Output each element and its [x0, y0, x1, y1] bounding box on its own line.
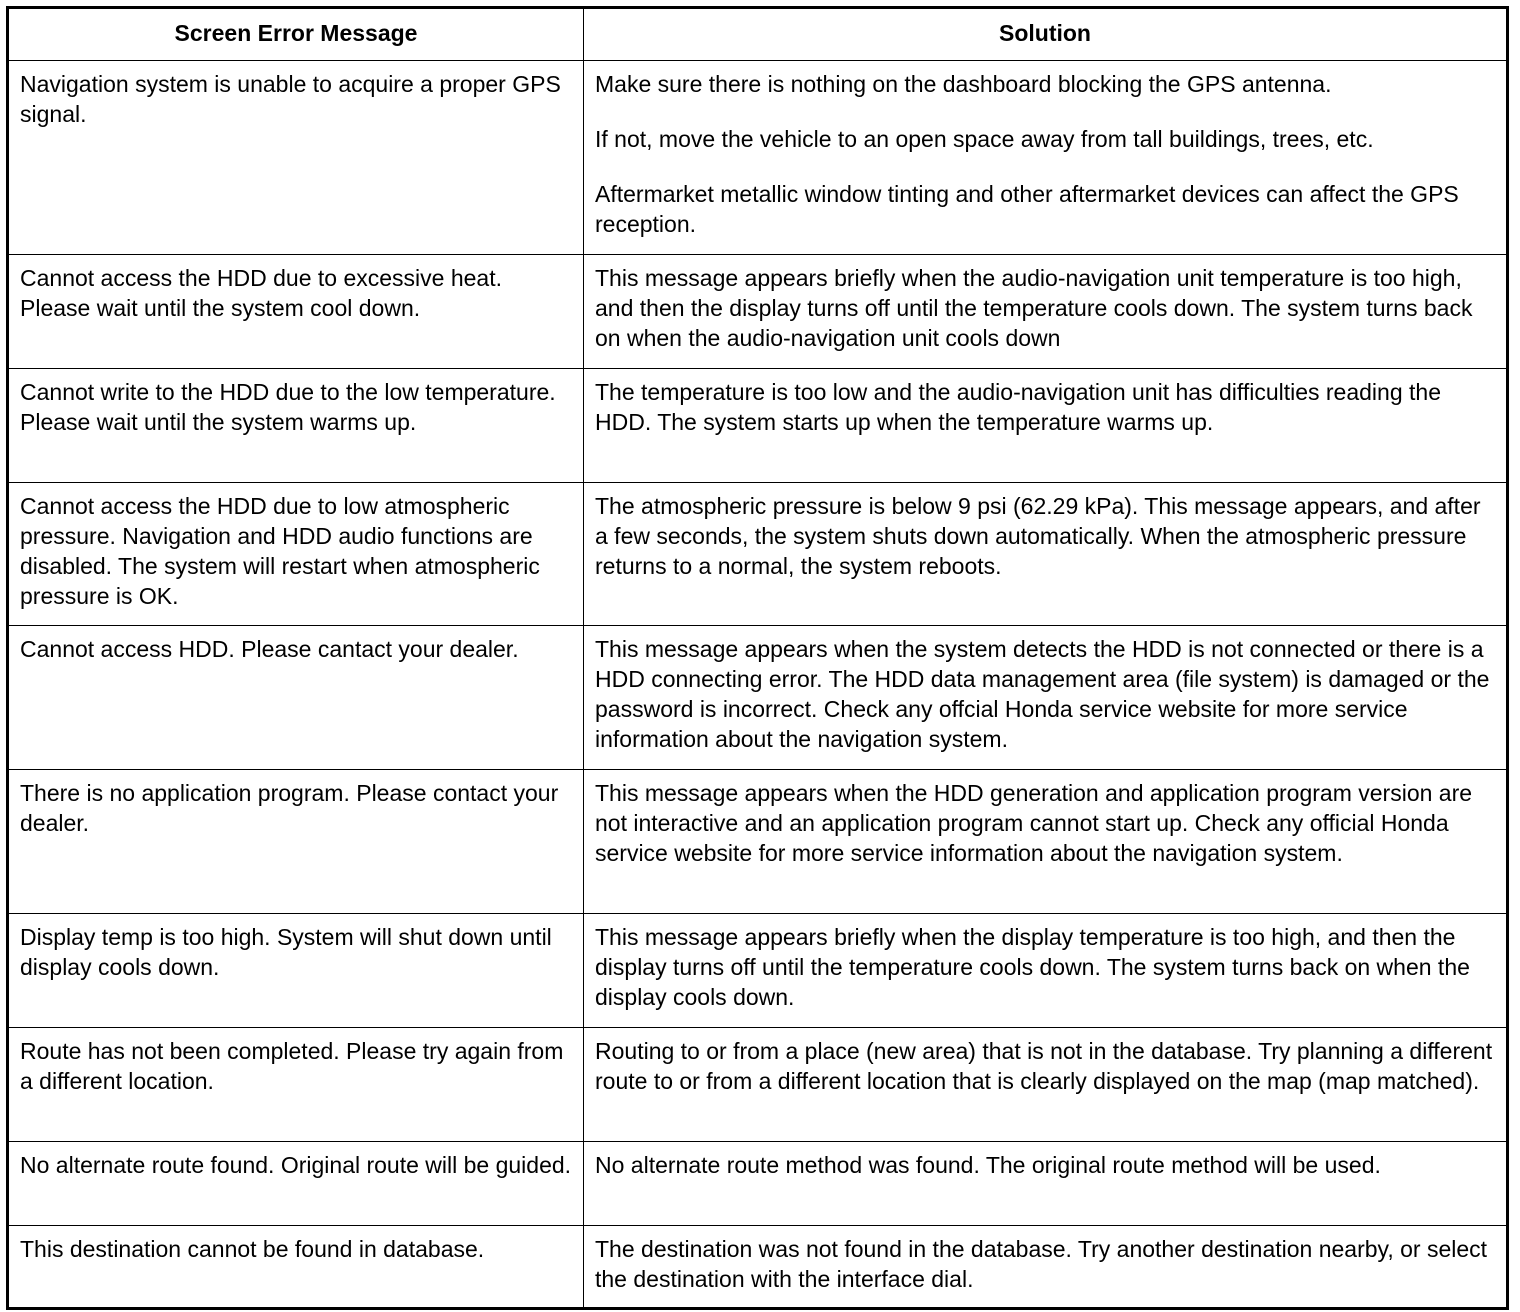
- solution-cell: [584, 483, 1508, 626]
- solution-cell: [584, 1226, 1508, 1309]
- solution-cell: [584, 369, 1508, 483]
- table-row: [8, 369, 1508, 483]
- solution-cell: [584, 914, 1508, 1028]
- solution-cell: [584, 1142, 1508, 1226]
- error-message-table: [6, 6, 1509, 1310]
- solution-paragraph: Aftermarket metallic window tinting and other aftermarket devices can affect the GPS reception.: [595, 181, 1459, 237]
- solution-paragraph: Routing to or from a place (new area) that is not in the database. Try planning a different route to or from a different location that is clearly displayed on the map (map matched).: [595, 1038, 1493, 1094]
- error-message-cell: Cannot access the HDD due to low atmospheric pressure. Navigation and HDD audio functions are disabled. The system will restart when atmospheric pressure is OK.: [8, 483, 584, 626]
- header-row: [8, 8, 1508, 61]
- error-message-cell: Cannot access the HDD due to excessive heat. Please wait until the system cool down.: [8, 255, 584, 369]
- solution-paragraph: No alternate route method was found. The original route method will be used.: [595, 1152, 1381, 1178]
- table-row: [8, 770, 1508, 914]
- solution-paragraph: This message appears when the system detects the HDD is not connected or there is a HDD connecting error. The HDD data management area (file system) is damaged or the password is incorrect. Check any offcial Honda service website for more service information about the navigation system.: [595, 636, 1490, 752]
- table-row: [8, 1226, 1508, 1309]
- table-row: [8, 61, 1508, 255]
- solution-paragraph: Make sure there is nothing on the dashboard blocking the GPS antenna.: [595, 71, 1332, 97]
- solution-cell: [584, 1028, 1508, 1142]
- error-message-cell: Cannot access HDD. Please cantact your dealer.: [8, 626, 584, 770]
- header-screen-error-message: Screen Error Message: [8, 8, 584, 61]
- table-body: [8, 61, 1508, 1309]
- table-row: [8, 1028, 1508, 1142]
- solution-cell: [584, 626, 1508, 770]
- error-message-cell: Display temp is too high. System will shut down until display cools down.: [8, 914, 584, 1028]
- error-message-cell: This destination cannot be found in database.: [8, 1226, 584, 1309]
- table-row: [8, 1142, 1508, 1226]
- solution-paragraph: This message appears when the HDD generation and application program version are not interactive and an application program cannot start up. Check any official Honda service website for more service information about the navigation system.: [595, 780, 1473, 866]
- solution-cell: [584, 61, 1508, 255]
- error-message-cell: No alternate route found. Original route will be guided.: [8, 1142, 584, 1226]
- solution-cell: [584, 255, 1508, 369]
- table-row: [8, 255, 1508, 369]
- solution-paragraph: The temperature is too low and the audio-navigation unit has difficulties reading the HDD. The system starts up when the temperature warms up.: [595, 379, 1441, 435]
- table-row: [8, 483, 1508, 626]
- solution-paragraph: The atmospheric pressure is below 9 psi (62.29 kPa). This message appears, and after a few seconds, the system shuts down automatically. When the atmospheric pressure returns to a normal, the system reboots.: [595, 493, 1481, 579]
- solution-paragraph: This message appears briefly when the audio-navigation unit temperature is too high, and then the display turns off until the temperature cools down. The system turns back on when the audio-navigation unit cools down: [595, 265, 1473, 351]
- error-message-cell: Navigation system is unable to acquire a proper GPS signal.: [8, 61, 584, 255]
- table-row: [8, 626, 1508, 770]
- solution-paragraph: If not, move the vehicle to an open space away from tall buildings, trees, etc.: [595, 126, 1374, 152]
- table-row: [8, 914, 1508, 1028]
- solution-paragraph: This message appears briefly when the display temperature is too high, and then the display turns off until the temperature cools down. The system turns back on when the display cools down.: [595, 924, 1470, 1010]
- header-solution: Solution: [584, 8, 1508, 61]
- error-message-cell: There is no application program. Please contact your dealer.: [8, 770, 584, 914]
- error-message-cell: Cannot write to the HDD due to the low temperature. Please wait until the system warms up.: [8, 369, 584, 483]
- solution-paragraph: The destination was not found in the database. Try another destination nearby, or select the destination with the interface dial.: [595, 1236, 1488, 1292]
- solution-cell: [584, 770, 1508, 914]
- error-message-cell: Route has not been completed. Please try again from a different location.: [8, 1028, 584, 1142]
